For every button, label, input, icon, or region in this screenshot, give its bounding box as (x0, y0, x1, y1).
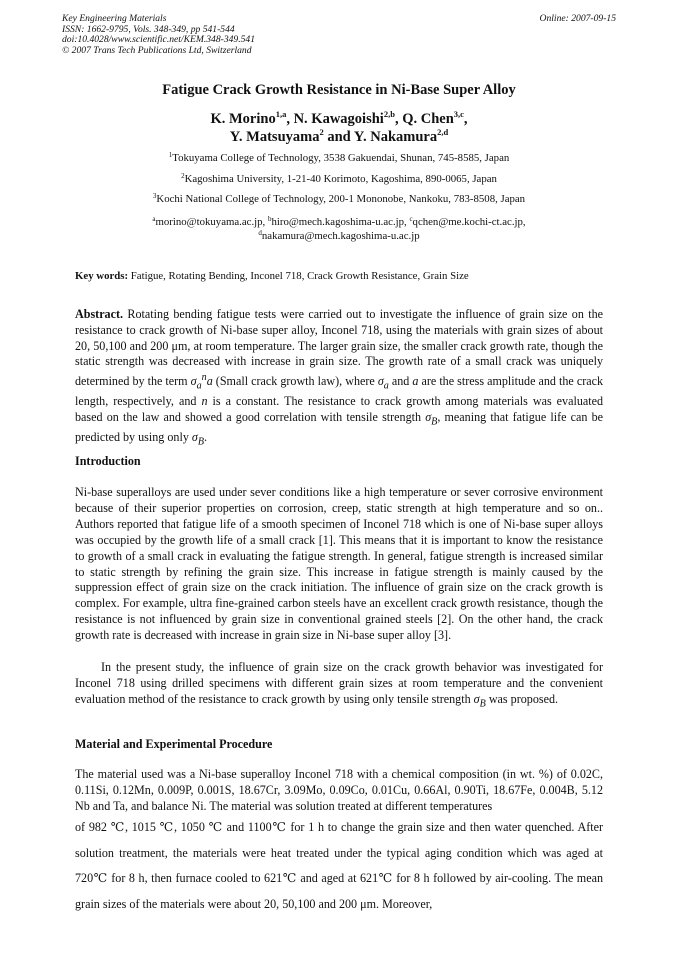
sigma-symbol: σ (377, 374, 384, 389)
email-mark: d (258, 229, 262, 237)
affiliation-1 (0, 152, 678, 164)
abstract-text: . (204, 430, 208, 445)
paper-title: Fatigue Crack Growth Resistance in Ni-Base Super Alloy (162, 82, 516, 98)
author-name: Y. Matsuyama (229, 129, 320, 145)
email-mark: a (152, 215, 156, 223)
author-mark: 3,c (453, 109, 464, 119)
sigma-symbol: σ (191, 430, 198, 445)
abstract-text: , meaning that fatigue life can be predicted by using only (75, 410, 603, 445)
author-separator: and (323, 129, 354, 145)
affiliation-mark: 1 (168, 151, 173, 159)
superscript: n (201, 372, 207, 384)
variable-symbol: n (201, 394, 208, 409)
author-name: N. Kawagoishi (293, 111, 384, 127)
material-paragraph-part-1: The material used was a Ni-base superalloy Inconel 718 with a chemical composition (in wt. %) of 0.02C, 0.11Si, 0.12Mn, 0.009P, 0.001S, 18.67Cr, 3.09Mo, 0.09Co, 0.01Cu, 0.66Al, 0.90Ti, 18.67Fe, 0.004B, 5.12 Nb and Ta, and balance Ni. The material was solution treated at different temperatures (75, 767, 603, 813)
sigma-symbol: σ (473, 691, 480, 706)
intro-paragraph-1: Ni-base superalloys are used under sever conditions like a high temperature or sever corrosive environment because of their superior properties on corrosion, creep, static strength at high temperature and so on.. Authors reported that fatigue life of a smooth specimen of Inconel 718 which is one of Ni-base super alloys was occupied by the growth life of a small crack [1]. This means that it is important to know the resistance to growth of a small crack in evaluating the fatigue strength. In general, fatigue strength is increased similar to static strength by refining the grain size. This increase in fatigue strength is mainly caused by the suppression effect of grain size on the crack initiation. The influence of grain size on the crack growth is complex. For example, ultra fine-grained carbon steels have an excellent crack growth resistance, though the resistance is not influenced by grain size in conventional grained steels [2]. On the other hand, the crack growth rate is decreased with increase in grain size in Ni-base super alloy [3]. (75, 485, 603, 643)
author-name: K. Morino (210, 111, 276, 127)
abstract-text: Rotating bending fatigue tests were carried out to investigate the influence of grain size on the resistance to crack growth of Ni-base super alloy, Inconel 718, using the materials with grain sizes of about 20, 50,100 and 200 μm, at room temperature. The larger grain size, the smaller crack growth rate, though the static strength was decreased with increase in grain size. The growth rate of a small crack was uniquely determined by the term (75, 307, 603, 389)
subscript: B (197, 436, 205, 448)
material-paragraph-part-2: of 982 ℃, 1015 ℃, 1050 ℃ and 1100℃ for 1 h to change the grain size and then water quenched. After solution treatment, the materials were heat treated under the typical aging condition which was aged at 720℃ for 8 h, then furnace cooled to 621℃ and aged at 621℃ for 8 h followed by air-cooling. The mean grain sizes of the materials were about 20, 50,100 and 200 μm. Moreover, (75, 820, 603, 911)
sigma-symbol: σ (190, 374, 197, 389)
affiliation-text: Kagoshima University, 1-21-40 Korimoto, Kagoshima, 890-0065, Japan (184, 173, 497, 185)
email-mark: c (409, 215, 413, 223)
subscript: a (196, 380, 202, 392)
abstract-text: is a constant. The resistance to crack growth among materials was evaluated based on the law and showed a good correlation with tensile strength (75, 394, 604, 425)
journal-name: Key Engineering Materials (62, 13, 167, 24)
keywords (75, 270, 615, 282)
keywords-text: Fatigue, Rotating Bending, Inconel 718, Crack Growth Resistance, Grain Size (128, 270, 469, 282)
author-line-1 (0, 110, 678, 128)
variable-symbol: a (206, 374, 213, 389)
affiliation-mark: 2 (181, 172, 185, 180)
affiliation-mark: 3 (152, 192, 157, 200)
email-line-2 (0, 229, 678, 243)
subscript: a (383, 380, 389, 392)
author-name: Q. Chen (402, 111, 454, 127)
paragraph-text: In the present study, the influence of grain size on the crack growth behavior was investigated for Inconel 718 using drilled specimens with different grain sizes at room temperature and the convenient evaluation method of the resistance to crack growth by using only tensile strength (75, 660, 603, 706)
online-date: Online: 2007-09-15 (539, 13, 616, 24)
author-mark: 2,b (383, 109, 395, 119)
issn-line: ISSN: 1662-9795, Vols. 348-349, pp 541-544 (62, 23, 235, 35)
journal-header (62, 14, 255, 56)
author-line-2 (0, 128, 678, 146)
author-mark: 2 (319, 127, 324, 137)
abstract-text: and (388, 374, 413, 389)
author-separator: , (463, 111, 468, 127)
subscript: B (479, 698, 486, 710)
copyright-line: © 2007 Trans Tech Publications Ltd, Switzerland (62, 44, 252, 56)
email-block (0, 215, 678, 243)
keywords-label: Key words: (75, 270, 129, 282)
author-mark: 1,a (275, 109, 287, 119)
variable-symbol: a (412, 374, 419, 389)
sigma-symbol: σ (425, 410, 432, 425)
affiliation-2 (0, 173, 678, 185)
affiliation-3 (0, 193, 678, 205)
subscript: B (431, 416, 438, 428)
email-mark: b (267, 215, 272, 223)
abstract-label: Abstract. (75, 307, 124, 321)
author-mark: 2,d (437, 127, 449, 137)
email-address: morino@tokuyama.ac.jp, (155, 216, 268, 228)
abstract-text: (Small crack growth law), where (212, 374, 378, 389)
email-address: qchen@me.kochi-ct.ac.jp, (412, 216, 526, 228)
affiliation-text: Tokuyama College of Technology, 3538 Gakuendai, Shunan, 745-8585, Japan (172, 152, 510, 164)
section-heading-introduction: Introduction (75, 454, 141, 468)
author-list (0, 110, 678, 146)
author-separator: , (286, 111, 294, 127)
doi-line: doi:10.4028/www.scientific.net/KEM.348-349.541 (62, 34, 256, 46)
email-address: nakamura@mech.kagoshima-u.ac.jp (261, 230, 420, 242)
abstract-text: are the stress amplitude and the crack length, respectively, and (75, 374, 604, 409)
author-separator: , (394, 111, 403, 127)
email-line-1 (0, 215, 678, 229)
section-heading-material: Material and Experimental Procedure (75, 737, 273, 751)
abstract (75, 307, 603, 451)
email-address: hiro@mech.kagoshima-u.ac.jp, (271, 216, 410, 228)
paragraph-text: was proposed. (485, 691, 559, 706)
affiliation-text: Kochi National College of Technology, 200-1 Mononobe, Nankoku, 783-8508, Japan (156, 193, 526, 205)
author-name: Y. Nakamura (353, 129, 438, 145)
intro-paragraph-2 (75, 660, 603, 712)
